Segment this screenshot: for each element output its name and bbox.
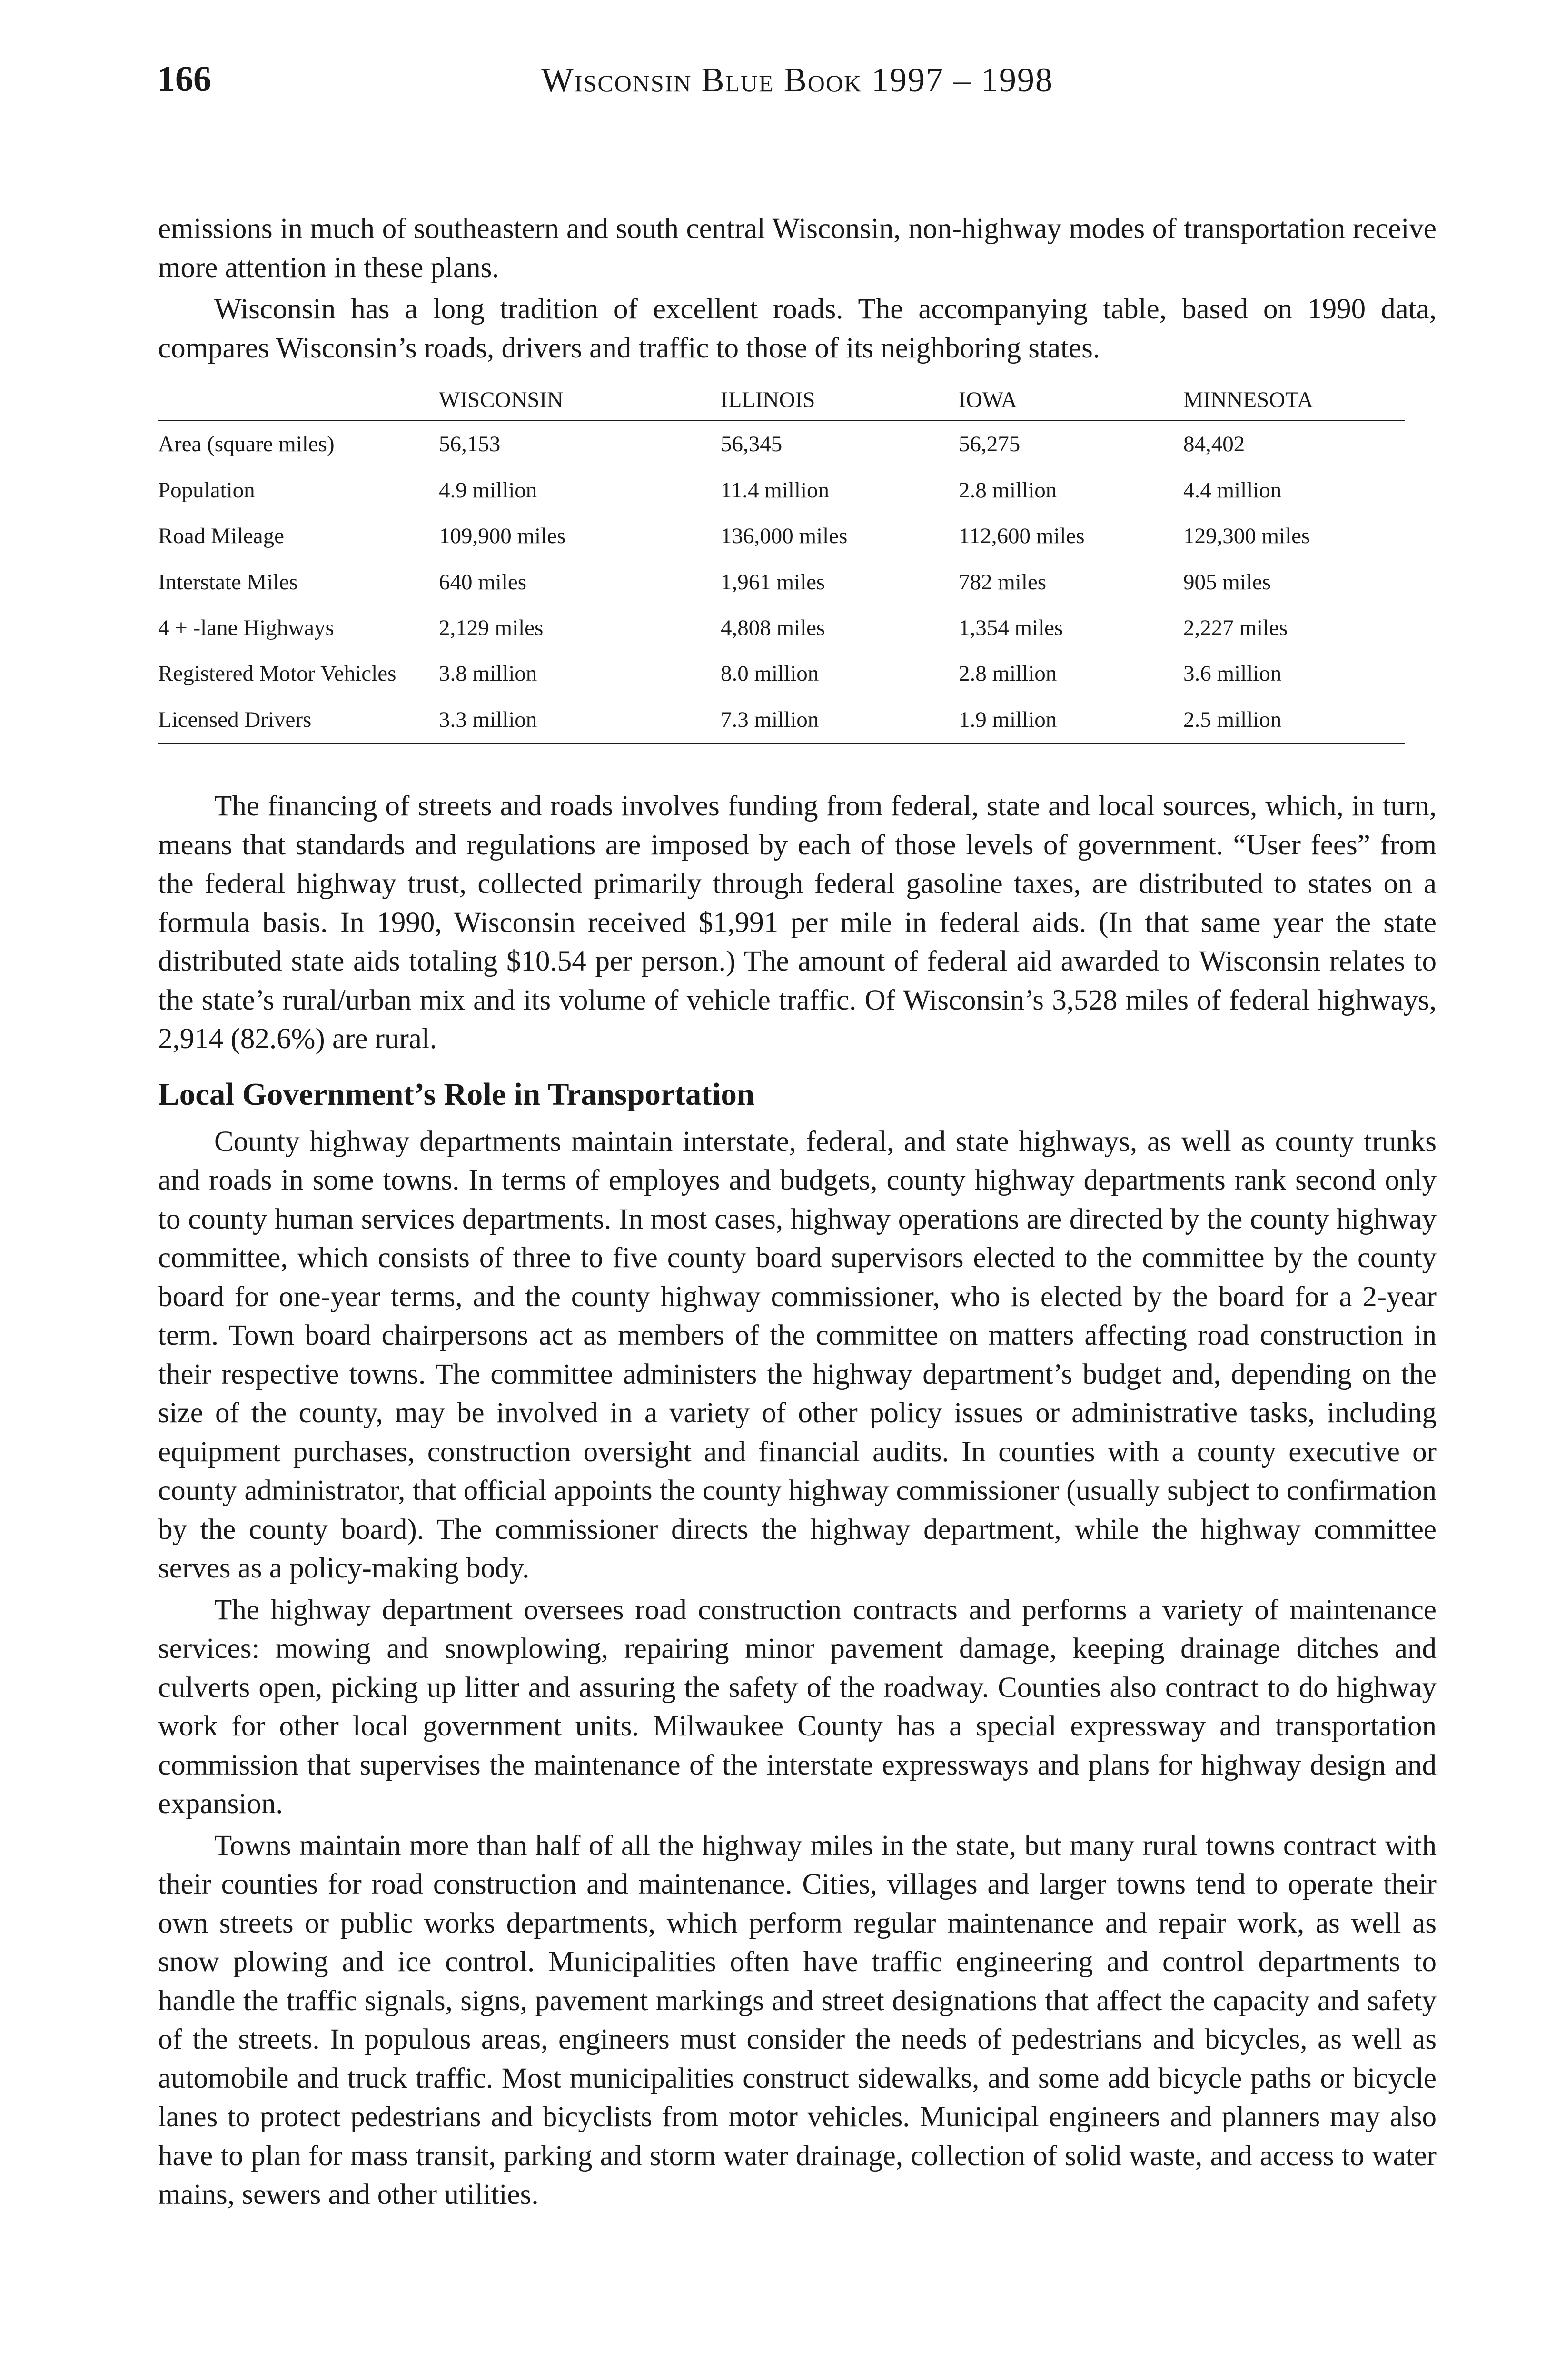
table-cell: 2.8 million [959, 661, 1057, 686]
row-label: Interstate Miles [158, 569, 298, 595]
table-header-illinois: ILLINOIS [721, 387, 959, 421]
intro-paragraph: Wisconsin has a long tradition of excellent roads. The accompanying table, based on 1990 data, compares Wisconsin’s roads, drivers and traffic to those of its neighboring states. [158, 293, 1437, 364]
table-row [158, 467, 1405, 513]
page-body [158, 209, 1437, 2217]
county-highway-paragraph: County highway departments maintain interstate, federal, and state highways, as well as county trunks and roads in some towns. In terms of employes and budgets, county highway departments rank second only to county human services departments. In most cases, highway operations are directed by the county highway committee, which consists of three to five county board supervisors elected to the committee by the county board for one-year terms, and the county highway commissioner, who is elected by the board for a 2-year term. Town board chairpersons act as members of the committee on matters affecting road construction in their respective towns. The committee administers the highway department’s budget and, depending on the size of the county, may be involved in a variety of other policy issues or administrative tasks, including equipment purchases, construction oversight and financial audits. In counties with a county executive or county administrator, that official appoints the county highway commissioner (usually subject to confirmation by the county board). The commissioner directs the highway department, while the highway committee serves as a policy-making body. [158, 1125, 1437, 1585]
table-cell: 3.8 million [439, 661, 537, 686]
table-cell: 11.4 million [721, 477, 830, 503]
table-header-corner [158, 387, 439, 421]
row-label: Registered Motor Vehicles [158, 661, 396, 686]
highway-department-paragraph: The highway department oversees road construction contracts and performs a variety of maintenance services: mowing and snowplowing, repairing minor pavement damage, keeping drainage ditches and culverts open, picking up litter and assuring the safety of the roadway. Counties also contract to do highway work for other local government units. Milwaukee County has a special expressway and transportation commission that supervises the maintenance of the interstate expressways and plans for highway design and expansion. [158, 1594, 1437, 1820]
table-cell: 905 miles [1183, 569, 1271, 595]
row-label: Population [158, 477, 255, 503]
table-cell: 2.5 million [1183, 697, 1405, 744]
state-comparison-table [158, 387, 1405, 744]
table-cell: 84,402 [1183, 432, 1245, 457]
table-cell: 1.9 million [959, 697, 1183, 744]
page-number: 166 [157, 59, 211, 99]
table-cell: 3.3 million [439, 697, 721, 744]
table-cell: 109,900 miles [439, 524, 566, 549]
table-cell: 782 miles [959, 569, 1047, 595]
table-row [158, 513, 1405, 559]
financing-paragraph: The financing of streets and roads involves funding from federal, state and local sources, which, in turn, means that standards and regulations are imposed by each of those levels of government. “User fees” from the federal highway trust, collected primarily through federal gasoline taxes, are distributed to states on a formula basis. In 1990, Wisconsin received $1,991 per mile in federal aids. (In that same year the state distributed state aids totaling $10.54 per person.) The amount of federal aid awarded to Wisconsin relates to the state’s rural/urban mix and its volume of vehicle traffic. Of Wisconsin’s 3,528 miles of federal highways, 2,914 (82.6%) are rural. [158, 790, 1437, 1055]
table-cell: 1,354 miles [959, 615, 1063, 640]
towns-paragraph: Towns maintain more than half of all the highway miles in the state, but many rural towns contract with their counties for road construction and maintenance. Cities, villages and larger towns tend to operate their own streets or public works departments, which perform regular maintenance and repair work, as well as snow plowing and ice control. Municipalities often have traffic engineering and control departments to handle the traffic signals, signs, pavement markings and street designations that affect the capacity and safety of the streets. In populous areas, engineers must consider the needs of pedestrians and bicycles, as well as automobile and truck traffic. Most municipalities construct sidewalks, and some add bicycle paths or bicycle lanes to protect pedestrians and bicyclists from motor vehicles. Municipal engineers and planners may also have to plan for mass transit, parking and storm water drainage, collection of solid waste, and access to water mains, sewers and other utilities. [158, 1829, 1437, 2211]
row-label: Road Mileage [158, 524, 284, 549]
table-cell: 56,275 [959, 432, 1021, 457]
table-cell: 56,345 [721, 432, 783, 457]
table-cell: 8.0 million [721, 661, 819, 686]
table-cell: 56,153 [439, 432, 501, 457]
row-label: Licensed Drivers [158, 697, 439, 744]
table-cell: 112,600 miles [959, 524, 1085, 549]
table-row [158, 605, 1405, 651]
table-cell: 2.8 million [959, 477, 1057, 503]
row-label: 4 + -lane Highways [158, 615, 334, 640]
table-row [158, 697, 1405, 744]
page-header [157, 61, 1437, 118]
intro-paragraph-continued: emissions in much of southeastern and south central Wisconsin, non-highway modes of transportation receive more attention in these plans. [158, 213, 1437, 284]
table-cell: 4.4 million [1183, 477, 1282, 503]
table-header-row [158, 387, 1405, 421]
table-cell: 129,300 miles [1183, 524, 1310, 549]
row-label: Area (square miles) [158, 432, 335, 457]
table-cell: 2,129 miles [439, 615, 544, 640]
table-cell: 4,808 miles [721, 615, 825, 640]
table-cell: 4.9 million [439, 477, 537, 503]
section-heading: Local Government’s Role in Transportation [158, 1076, 755, 1112]
table-row [158, 421, 1405, 467]
running-title: Wisconsin Blue Book 1997 – 1998 [541, 61, 1054, 99]
table-cell: 640 miles [439, 569, 527, 595]
table-row [158, 559, 1405, 605]
table-cell: 3.6 million [1183, 661, 1282, 686]
table-row [158, 651, 1405, 696]
table-cell: 1,961 miles [721, 569, 825, 595]
table-header-iowa: IOWA [959, 387, 1183, 421]
table-cell: 7.3 million [721, 697, 959, 744]
table-header-wisconsin: WISCONSIN [439, 387, 721, 421]
table-cell: 136,000 miles [721, 524, 848, 549]
table-header-minnesota: MINNESOTA [1183, 387, 1405, 421]
table-cell: 2,227 miles [1183, 615, 1288, 640]
